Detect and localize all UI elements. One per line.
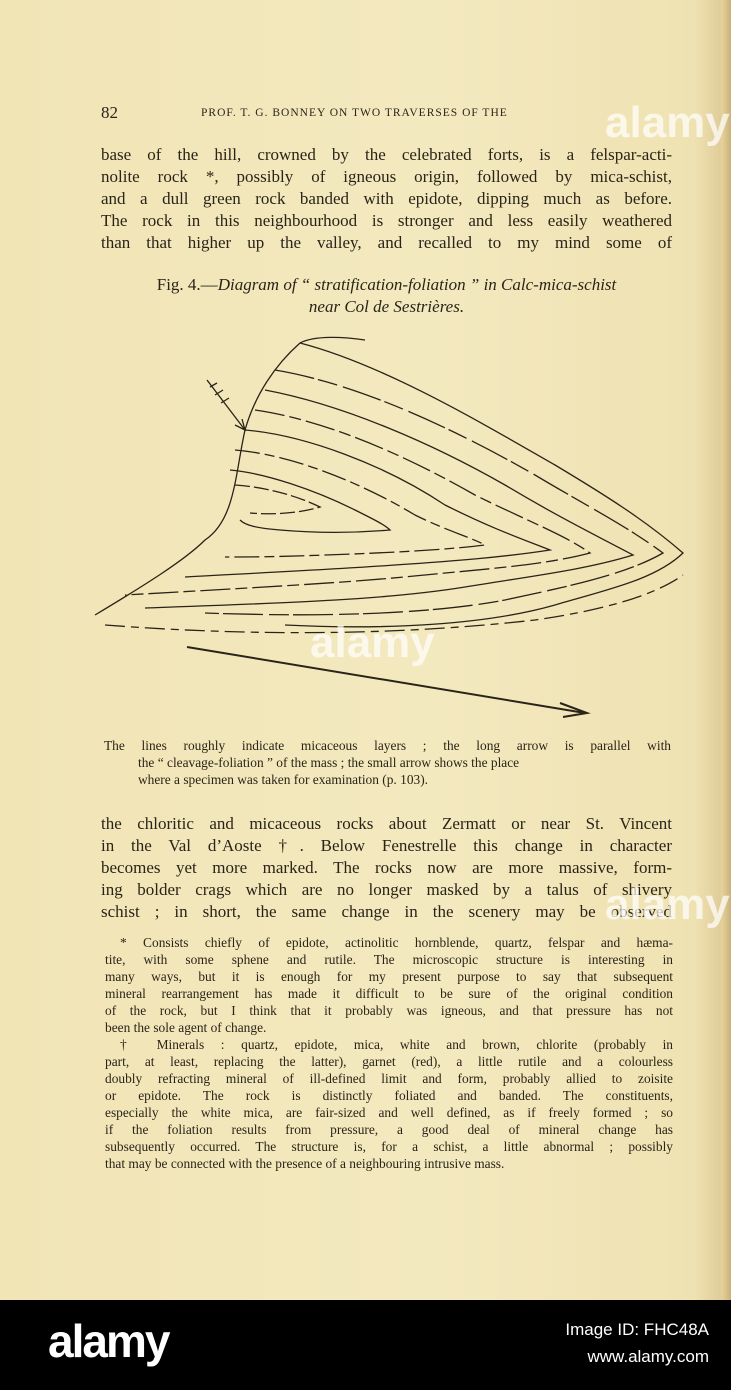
site-url[interactable]: www.alamy.com <box>587 1347 709 1366</box>
layer-2 <box>205 370 663 615</box>
alamy-logo: alamy <box>48 1315 169 1367</box>
image-id: Image ID: FHC48A <box>565 1320 709 1339</box>
footnote-line: that may be connected with the presence of a neighbouring intrusive mass. <box>105 1156 505 1171</box>
figure-title-line2: near Col de Sestrières. <box>308 297 465 316</box>
text-line: and a dull green rock banded with epidote, dipping much as before. <box>101 189 672 208</box>
footnote-line: many ways, but it is enough for my present purpose to say that subsequent <box>105 969 673 984</box>
page-number: 82 <box>101 103 118 122</box>
outline-left <box>95 337 365 615</box>
running-head: PROF. T. G. BONNEY ON TWO TRAVERSES OF THE <box>201 107 508 119</box>
watermark: alamy <box>605 880 730 929</box>
text-line: the chloritic and micaceous rocks about Zermatt or near St. Vincent <box>101 814 672 833</box>
footnote-line: subsequently occurred. The structure is, for a schist, a little abnormal ; possibly <box>105 1139 673 1154</box>
text-line: The rock in this neighbourhood is stronger and less easily weathered <box>101 211 672 230</box>
footnote-line: mineral rearrangement has made it difficult to be sure of the original condition <box>105 986 673 1001</box>
layer-7 <box>230 470 390 532</box>
footnote-line: of the rock, but I think that it probably was igneous, and that pressure has not <box>105 1003 673 1018</box>
text-line: than that higher up the valley, and recalled to my mind some of <box>101 233 672 252</box>
text-line: base of the hill, crowned by the celebrated forts, is a felspar-acti- <box>101 145 672 164</box>
rock-layers <box>95 337 683 632</box>
footnote-line: been the sole agent of change. <box>105 1020 267 1035</box>
text-line: schist ; in short, the same change in the scenery may be observed <box>101 902 672 921</box>
footnote-line: tite, with some sphene and rutile. The microscopic structure is interesting in <box>105 952 673 967</box>
footnote-line: or epidote. The rock is distinctly foliated and banded. The constituents, <box>105 1088 673 1103</box>
figure-label: Fig. 4.— <box>156 275 218 294</box>
watermark: alamy <box>605 98 730 147</box>
page-edge <box>721 0 731 1300</box>
footnote-line: * Consists chiefly of epidote, actinolitic hornblende, quartz, felspar and hæma- <box>120 935 673 950</box>
stock-footer-bar <box>0 1300 731 1390</box>
text-line: ing bolder crags which are no longer masked by a talus of shivery <box>101 880 672 899</box>
footnote-line: if the foliation results from pressure, a good deal of mineral change has <box>105 1122 673 1137</box>
text-line: nolite rock *, possibly of igneous origin, followed by mica-schist, <box>101 167 672 186</box>
figure-title <box>101 275 672 295</box>
footnote-line: doubly refracting mineral of ill-defined limit and form, probably allied to zoisite <box>105 1071 673 1086</box>
layer-6 <box>225 450 485 557</box>
watermark: alamy <box>310 618 435 667</box>
footnote-line: part, at least, replacing the latter), garnet (red), a little rutile and a colourless <box>105 1054 673 1069</box>
footnote-line: especially the white mica, are fair-sized and well defined, as if freely formed ; so <box>105 1105 673 1120</box>
small-arrow-icon <box>207 380 245 430</box>
footnote-line: † Minerals : quartz, epidote, mica, white and brown, chlorite (probably in <box>120 1037 673 1052</box>
caption-line: The lines roughly indicate micaceous layers ; the long arrow is parallel with <box>104 738 671 753</box>
caption-line: where a specimen was taken for examination (p. 103). <box>138 772 429 787</box>
caption-line: the “ cleavage-foliation ” of the mass ; the small arrow shows the place <box>138 755 520 770</box>
text-line: in the Val d’Aoste †. Below Fenestrelle this change in character <box>101 836 672 855</box>
figure-title-line1: Diagram of “ stratification-foliation ” in Calc-mica-schist <box>217 275 617 294</box>
text-line: becomes yet more marked. The rocks now are more massive, form- <box>101 858 672 877</box>
layer-5 <box>185 430 550 577</box>
figure-title-cont <box>101 297 672 317</box>
